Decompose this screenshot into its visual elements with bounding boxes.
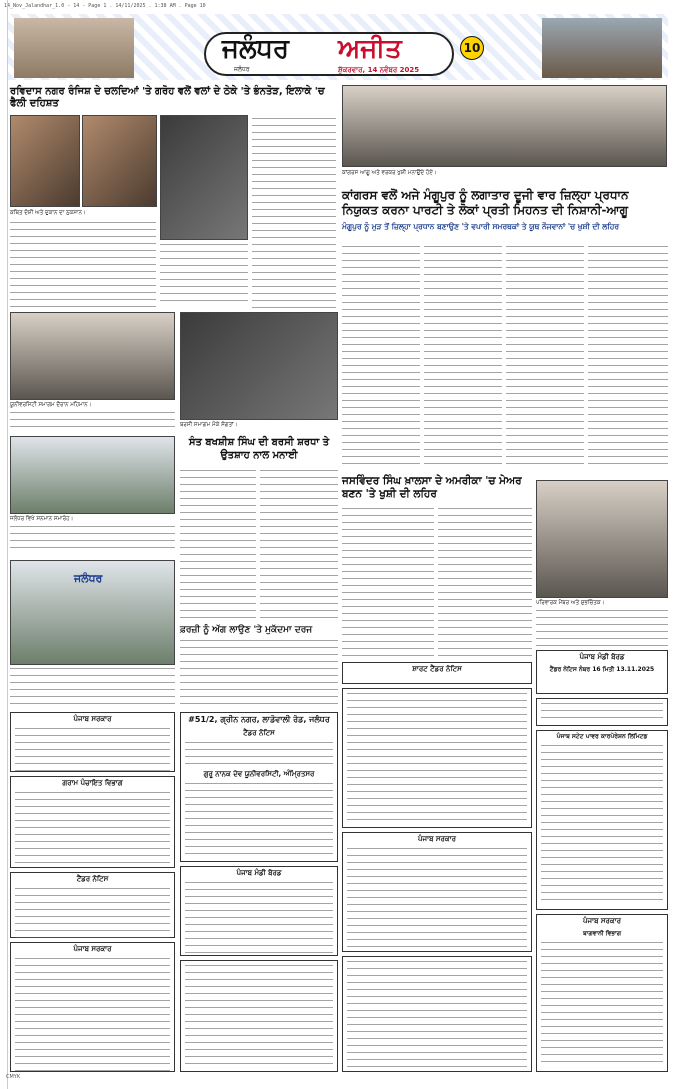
notice-8-title: ਪੰਜਾਬ ਸਰਕਾਰ xyxy=(417,835,456,843)
story-4-text-col-1 xyxy=(342,508,434,658)
notice-5-text xyxy=(185,882,333,956)
registration-margin xyxy=(0,0,8,1089)
notice-2-text xyxy=(15,792,170,868)
story-6-caption: ਯੂਨੀਵਰਸਿਟੀ ਸਮਾਗਮ ਦੌਰਾਨ ਮਹਿਮਾਨ। xyxy=(10,402,92,408)
mandi-board-text xyxy=(541,703,663,721)
notice-11 xyxy=(536,914,668,1072)
story-1-text-col-3 xyxy=(252,118,336,308)
notice-8-text xyxy=(347,848,527,952)
story-2-subheadline: ਮੰਗੂਪੁਰ ਨੂੰ ਮੁੜ ਤੋਂ ਜ਼ਿਲ੍ਹਾ ਪ੍ਰਧਾਨ ਬਣਾਉਣ 'ਤੇ ਵਪਾਰੀ ਸਮਰਥਕਾਂ ਤੇ ਯੂਥ ਨੌਜਵਾਨਾਂ 'ਚ ਖੁਸ਼ੀ ਦੀ ਲਹਿਰ xyxy=(342,222,619,231)
notice-5-mandi xyxy=(536,650,668,694)
story-2-photo xyxy=(342,85,667,167)
story-1-photo-a xyxy=(10,115,80,207)
story-6-photo xyxy=(10,312,175,400)
notice-9 xyxy=(10,872,175,938)
notice-7-title: ਪੰਜਾਬ ਸਟੇਟ ਪਾਵਰ ਕਾਰਪੋਰੇਸ਼ਨ ਲਿਮਿਟਡ xyxy=(556,733,648,740)
mandi-board-subtitle: ਟੈਂਡਰ ਨੋਟਿਸ ਨੰਬਰ 16 ਮਿਤੀ 13.11.2025 xyxy=(549,666,655,673)
mandi-board-title: ਪੰਜਾਬ ਮੰਡੀ ਬੋਰਡ xyxy=(579,653,625,661)
story-2-text-col-4 xyxy=(588,246,668,466)
story-7-caption: ਜਲੰਧਰ ਵਿਖੇ ਸਨਮਾਨ ਸਮਾਰੋਹ। xyxy=(10,516,74,522)
story-1-text-col-2 xyxy=(160,244,248,307)
notice-11-empty xyxy=(536,698,668,726)
story-1-text-col-1 xyxy=(10,222,156,307)
story-4-photo xyxy=(536,480,668,598)
notice-11-text xyxy=(541,942,663,1068)
notice-2-title: ਗਰਾਮ ਪੰਚਾਇਤ ਵਿਭਾਗ xyxy=(62,779,123,787)
story-5-text xyxy=(180,640,338,708)
story-8-banner-text: ਜਲੰਧਰ xyxy=(74,572,103,585)
story-7-text xyxy=(10,526,175,554)
story-8-text xyxy=(10,668,175,708)
page-footer: CMYK xyxy=(6,1074,21,1080)
notice-12 xyxy=(180,960,338,1072)
notice-10-text xyxy=(15,958,170,1072)
story-4-text-col-2 xyxy=(438,508,532,658)
notice-5 xyxy=(180,866,338,956)
notice-12-text xyxy=(185,965,333,1067)
masthead-photo-right xyxy=(542,18,662,78)
notice-11-subtitle: ਬਾਗਵਾਨੀ ਵਿਭਾਗ xyxy=(582,930,621,937)
story-1-caption: ਕਥਿਤ ਦੋਸ਼ੀ ਅਤੇ ਦੁਕਾਨ ਦਾ ਨੁਕਸਾਨ। xyxy=(10,210,86,216)
masthead xyxy=(8,14,668,80)
story-2-headline: ਕਾਂਗਰਸ ਵਲੋਂ ਅਜੇ ਮੰਗੂਪੁਰ ਨੂੰ ਲਗਾਤਾਰ ਦੂਜੀ ਵਾਰ ਜ਼ਿਲ੍ਹਾ ਪ੍ਰਧਾਨ ਨਿਯੁਕਤ ਕਰਨਾ ਪਾਰਟੀ ਤੇ ਲੋਕਾਂ ਪ੍ਰਤੀ ਮਿਹਨਤ ਦੀ ਨਿਸ਼ਾਨੀ-ਆਗੂ xyxy=(342,188,629,217)
story-3-text-col-1 xyxy=(180,470,256,620)
page-number: 10 xyxy=(460,36,484,60)
notice-8 xyxy=(342,832,532,952)
story-2-text-col-3 xyxy=(506,246,584,466)
notice-5-title: ਪੰਜਾਬ ਮੰਡੀ ਬੋਰਡ xyxy=(236,869,282,877)
story-7-photo xyxy=(10,436,175,514)
notice-3-subtitle: ਟੈਂਡਰ ਨੋਟਿਸ xyxy=(243,729,275,737)
notice-3-title: #51/2, ਗ੍ਰੀਨ ਨਗਰ, ਲਾਡੋਵਾਲੀ ਰੋਡ, ਜਲੰਧਰ xyxy=(188,715,330,724)
notice-1-text xyxy=(15,728,170,772)
masthead-photo-left xyxy=(14,18,134,78)
notice-10-title: ਪੰਜਾਬ ਸਰਕਾਰ xyxy=(73,945,112,953)
notice-9-text xyxy=(15,888,170,938)
story-2-caption: ਕਾਂਗਰਸ ਆਗੂ ਅਤੇ ਵਰਕਰ ਖੁਸ਼ੀ ਮਨਾਉਂਦੇ ਹੋਏ। xyxy=(342,170,437,176)
notice-3 xyxy=(180,712,338,862)
notice-3-text xyxy=(185,742,333,766)
masthead-title-city: ਜਲੰਧਰ xyxy=(222,34,290,64)
masthead-title-paper: ਅਜੀਤ xyxy=(338,34,402,64)
story-1-photo-b xyxy=(82,115,157,207)
story-3-text-col-2 xyxy=(260,470,338,620)
story-4-text-col-3 xyxy=(536,610,668,646)
notice-6-title: ਸ਼ਾਰਟ ਟੈਂਡਰ ਨੋਟਿਸ xyxy=(412,665,462,673)
notice-13-text xyxy=(347,961,527,1067)
notice-7 xyxy=(536,730,668,910)
notice-5b xyxy=(342,662,532,684)
notice-10 xyxy=(10,942,175,1072)
notice-11-title: ਪੰਜਾਬ ਸਰਕਾਰ xyxy=(582,917,621,925)
story-3-caption: ਬਰਸੀ ਸਮਾਗਮ ਮੌਕੇ ਸੰਗਤਾਂ। xyxy=(180,422,238,428)
story-3-photo xyxy=(180,312,338,420)
story-3-headline: ਸੰਤ ਬਖਸ਼ੀਸ਼ ਸਿੰਘ ਦੀ ਬਰਸੀ ਸ਼ਰਧਾ ਤੇ ਉਤਸ਼ਾਹ ਨਾਲ ਮਨਾਈ xyxy=(188,437,330,461)
notice-2 xyxy=(10,776,175,868)
story-2-text-col-2 xyxy=(424,246,502,466)
story-5-headline: ਫ਼ਰਜ਼ੀ ਨੂੰ ਅੱਗ ਲਾਉਣ 'ਤੇ ਮੁਕੱਦਮਾ ਦਰਜ xyxy=(180,625,313,635)
masthead-city: ਜਲੰਧਰ xyxy=(234,66,250,73)
notice-1 xyxy=(10,712,175,772)
notice-9-title: ਟੈਂਡਰ ਨੋਟਿਸ xyxy=(76,875,109,883)
story-1-photo-c xyxy=(160,115,248,240)
notice-13 xyxy=(342,956,532,1072)
story-4-headline: ਜਸਵਿੰਦਰ ਸਿੰਘ ਖ਼ਾਲਸਾ ਦੇ ਅਮਰੀਕਾ 'ਚ ਮੇਅਰ ਬਣਨ 'ਤੇ ਖੁਸ਼ੀ ਦੀ ਲਹਿਰ xyxy=(342,475,522,500)
notice-6-text xyxy=(347,693,527,823)
story-4-caption: ਪਰਿਵਾਰਕ ਮੈਂਬਰ ਅਤੇ ਸ਼ੁਭਚਿੰਤਕ। xyxy=(536,600,605,606)
notice-4-title: ਗੁਰੂ ਨਾਨਕ ਦੇਵ ਯੂਨੀਵਰਸਿਟੀ, ਅੰਮ੍ਰਿਤਸਰ xyxy=(203,770,315,778)
notice-7-text xyxy=(541,745,663,905)
print-slug: 14_Nov_Jalandhar_1.0 - 14 - Page 1 . 14/11/2025 . 1:38 AM . Page 10 xyxy=(4,3,206,9)
notice-1-title: ਪੰਜਾਬ ਸਰਕਾਰ xyxy=(73,715,112,723)
story-1-headline: ਰਵਿਦਾਸ ਨਗਰ ਰੰਜਿਸ਼ ਦੇ ਚਲਦਿਆਂ 'ਤੇ ਗਰੋਹ ਵਲੋਂ ਵਲਾਂ ਦੇ ਠੇਕੇ 'ਤੇ ਭੰਨਤੋੜ, ਇਲਾਕੇ 'ਚ ਫੈਲੀ ਦਹਿਸ਼ਤ xyxy=(10,86,325,109)
story-6-text xyxy=(10,412,175,432)
notice-6-body xyxy=(342,688,532,828)
masthead-date: ਸ਼ੁੱਕਰਵਾਰ, 14 ਨਵੰਬਰ 2025 xyxy=(338,66,420,74)
story-2-text-col-1 xyxy=(342,246,420,466)
notice-4-text xyxy=(185,783,333,855)
